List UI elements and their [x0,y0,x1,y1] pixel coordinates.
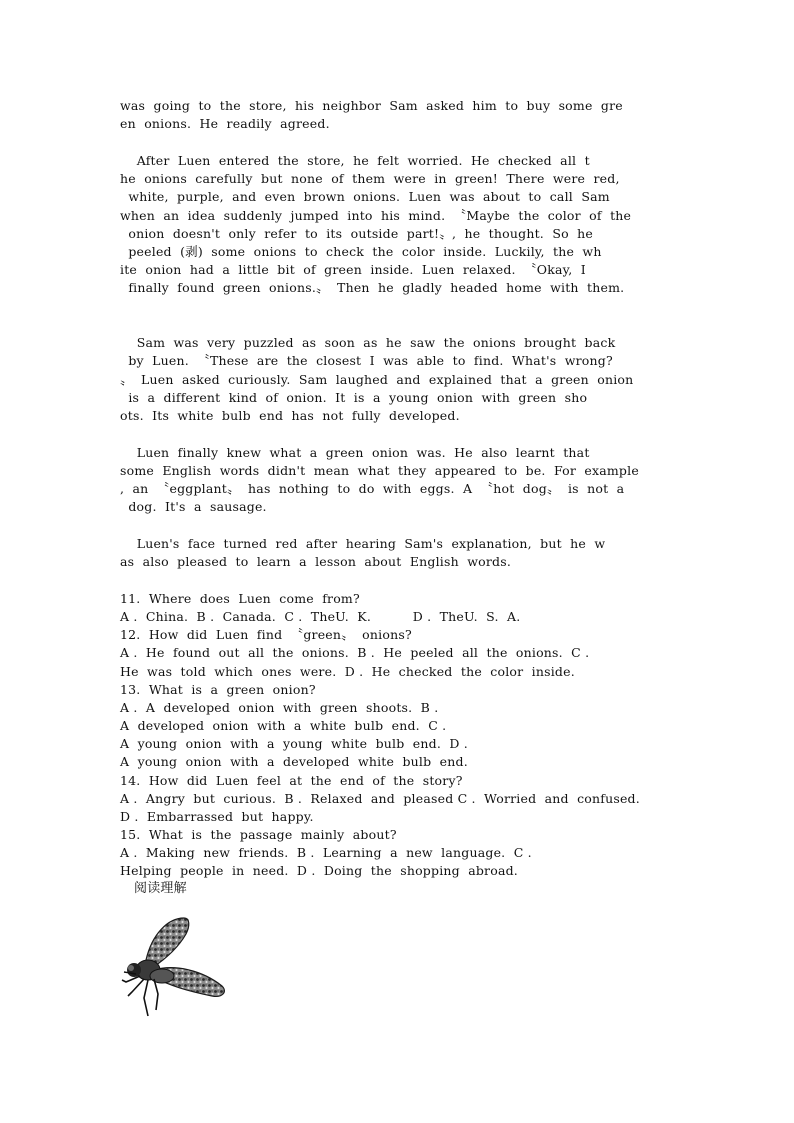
passage-p3-line-2: by Luen. 〝These are the closest I was able to find. What's wrong? [120,353,613,368]
passage-p3-line-4: is a different kind of onion. It is a young onion with green sho [120,390,588,405]
question-11-options: A . China. B . Canada. C . TheU. K. D . TheU. S. A. [120,609,521,624]
question-12-options-line-1: A . He found out all the onions. B . He peeled all the onions. C . [120,645,590,660]
passage-p2-line-6: peeled (剥) some onions to check the color inside. Luckily, the wh [120,244,602,259]
question-14: 14. How did Luen feel at the end of the story? [120,773,463,788]
question-15: 15. What is the passage mainly about? [120,827,397,842]
passage-p2-line-5: onion doesn't only refer to its outside part!〟, he thought. So he [120,226,593,241]
passage-p3-line-5: ots. Its white bulb end has not fully developed. [120,408,460,423]
question-14-options-line-1: A . Angry but curious. B . Relaxed and pleased C . Worried and confused. [120,791,640,806]
question-12: 12. How did Luen find 〝green〟 onions? [120,627,412,642]
question-13-option-c: A young onion with a young white bulb end. D . [120,736,468,751]
passage-p2-line-4: when an idea suddenly jumped into his mind. 〝Maybe the color of the [120,208,632,223]
question-11: 11. Where does Luen come from? [120,591,360,606]
passage-p2-line-1: After Luen entered the store, he felt worried. He checked all t [120,153,590,168]
question-15-options-line-1: A . Making new friends. B . Learning a new language. C . [120,845,532,860]
passage-p2-line-8: finally found green onions.〟 Then he gladly headed home with them. [120,280,625,295]
passage-p2-line-3: white, purple, and even brown onions. Luen was about to call Sam [120,189,610,204]
passage-p4-line-4: dog. It's a sausage. [120,499,267,514]
question-12-options-line-2: He was told which ones were. D . He checked the color inside. [120,664,575,679]
passage-p4-line-1: Luen finally knew what a green onion was. He also learnt that [120,445,590,460]
passage-p3-line-1: Sam was very puzzled as soon as he saw the onions brought back [120,335,616,350]
question-15-options-line-2: Helping people in need. D . Doing the shopping abroad. [120,863,518,878]
passage-p2-line-7: ite onion had a little bit of green inside. Luen relaxed. 〝Okay, I [120,262,586,277]
question-14-options-line-2: D . Embarrassed but happy. [120,809,314,824]
passage-p5-line-2: as also pleased to learn a lesson about English words. [120,554,511,569]
passage-p5-line-1: Luen's face turned red after hearing Sam's explanation, but he w [120,536,606,551]
section-heading: 阅读理解 [134,881,187,896]
fly-icon [118,912,228,1020]
question-13-option-b: A developed onion with a white bulb end. C . [120,718,447,733]
question-13-option-a: A . A developed onion with green shoots. B . [120,700,439,715]
passage-p1-line-1: was going to the store, his neighbor Sam asked him to buy some gre [120,98,623,113]
passage-p4-line-2: some English words didn't mean what they appeared to be. For example [120,463,639,478]
question-13: 13. What is a green onion? [120,682,316,697]
passage-p2-line-2: he onions carefully but none of them were in green! There were red, [120,171,620,186]
passage-p1-line-2: en onions. He readily agreed. [120,116,330,131]
passage-p4-line-3: , an 〝eggplant〟 has nothing to do with eggs. A 〝hot dog〟 is not a [120,481,625,496]
question-13-option-d: A young onion with a developed white bulb end. [120,754,468,769]
passage-p3-line-3: 〟 Luen asked curiously. Sam laughed and explained that a green onion [120,372,634,387]
